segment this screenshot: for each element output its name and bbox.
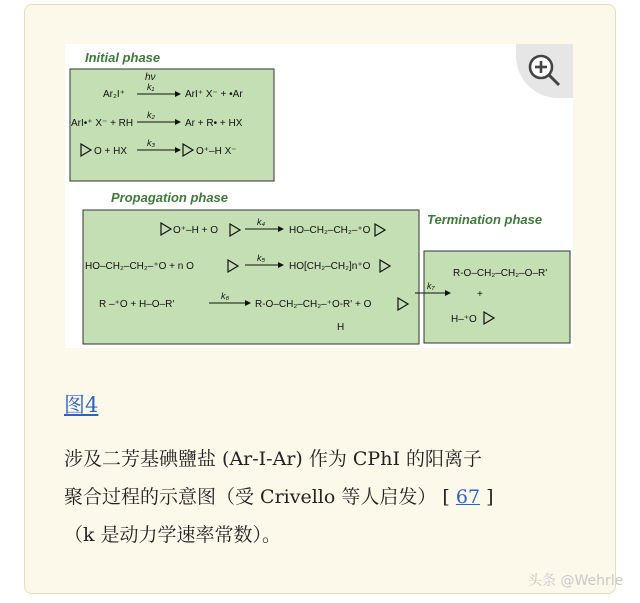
reaction-scheme-figure[interactable] [65, 44, 573, 348]
rate-k4: k₄ [257, 217, 266, 227]
rate-k5: k₅ [257, 253, 266, 263]
rate-k6: k₆ [221, 291, 230, 301]
initial-eq1-right: ArI⁺ X⁻ + •Ar [185, 89, 243, 100]
term-plus: + [477, 289, 483, 300]
initial-phase-title: Initial phase [85, 50, 161, 65]
initial-eq3-left: O + HX [94, 146, 128, 157]
prop-eq6-left: R –⁺O + H–O–R' [99, 299, 175, 310]
zoom-in-icon [526, 50, 566, 90]
caption-line-1: 涉及二芳基碘鹽盐 (Ar-I-Ar) 作为 CPhI 的阳离子 [64, 448, 483, 470]
termination-phase-panel [424, 251, 570, 343]
prop-eq5-right: HO[CH₂–CH₂]n⁺O [289, 261, 371, 272]
caption-line-3: （k 是动力学速率常数）。 [64, 524, 282, 546]
prop-eq6-h: H [337, 322, 345, 333]
initial-eq3-right: O⁺–H X⁻ [196, 146, 237, 157]
prop-eq6-right: R-O–CH₂–CH₂–⁺O-R' + O [255, 299, 372, 310]
term-line2: H–⁺O [451, 314, 477, 325]
watermark: 头条 @Wehrle [528, 573, 624, 589]
term-line1: R-O–CH₂–CH₂–O–R' [453, 268, 548, 279]
ref-open: [ [442, 486, 450, 508]
ref-close: ] [486, 486, 494, 508]
reference-link-67[interactable]: 67 [455, 486, 481, 508]
initial-eq1-left: Ar₂I⁺ [103, 89, 125, 100]
prop-eq5-left: HO–CH₂–CH₂–⁺O + n O [85, 261, 194, 272]
rate-k3: k₃ [147, 138, 156, 148]
caption-line-2 [64, 486, 494, 508]
figure-link[interactable]: 图4 [64, 393, 99, 417]
initial-eq2-right: Ar + R• + HX [185, 118, 243, 129]
prop-eq4-right: HO–CH₂–CH₂–⁺O [289, 225, 371, 236]
propagation-phase-title: Propagation phase [111, 190, 229, 205]
figure-caption [64, 440, 584, 554]
prop-eq4-left: O⁺–H + O [173, 225, 219, 236]
hv-label: hν [145, 72, 156, 83]
caption-line-2-text: 聚合过程的示意图（受 Crivello 等人启发） [64, 486, 437, 508]
initial-eq2-left: ArI•⁺ X⁻ + RH [71, 118, 134, 129]
termination-phase-title: Termination phase [427, 212, 543, 227]
rate-k2: k₂ [147, 110, 155, 120]
rate-k7: k₇ [427, 281, 435, 291]
rate-k1: k₁ [147, 82, 155, 92]
